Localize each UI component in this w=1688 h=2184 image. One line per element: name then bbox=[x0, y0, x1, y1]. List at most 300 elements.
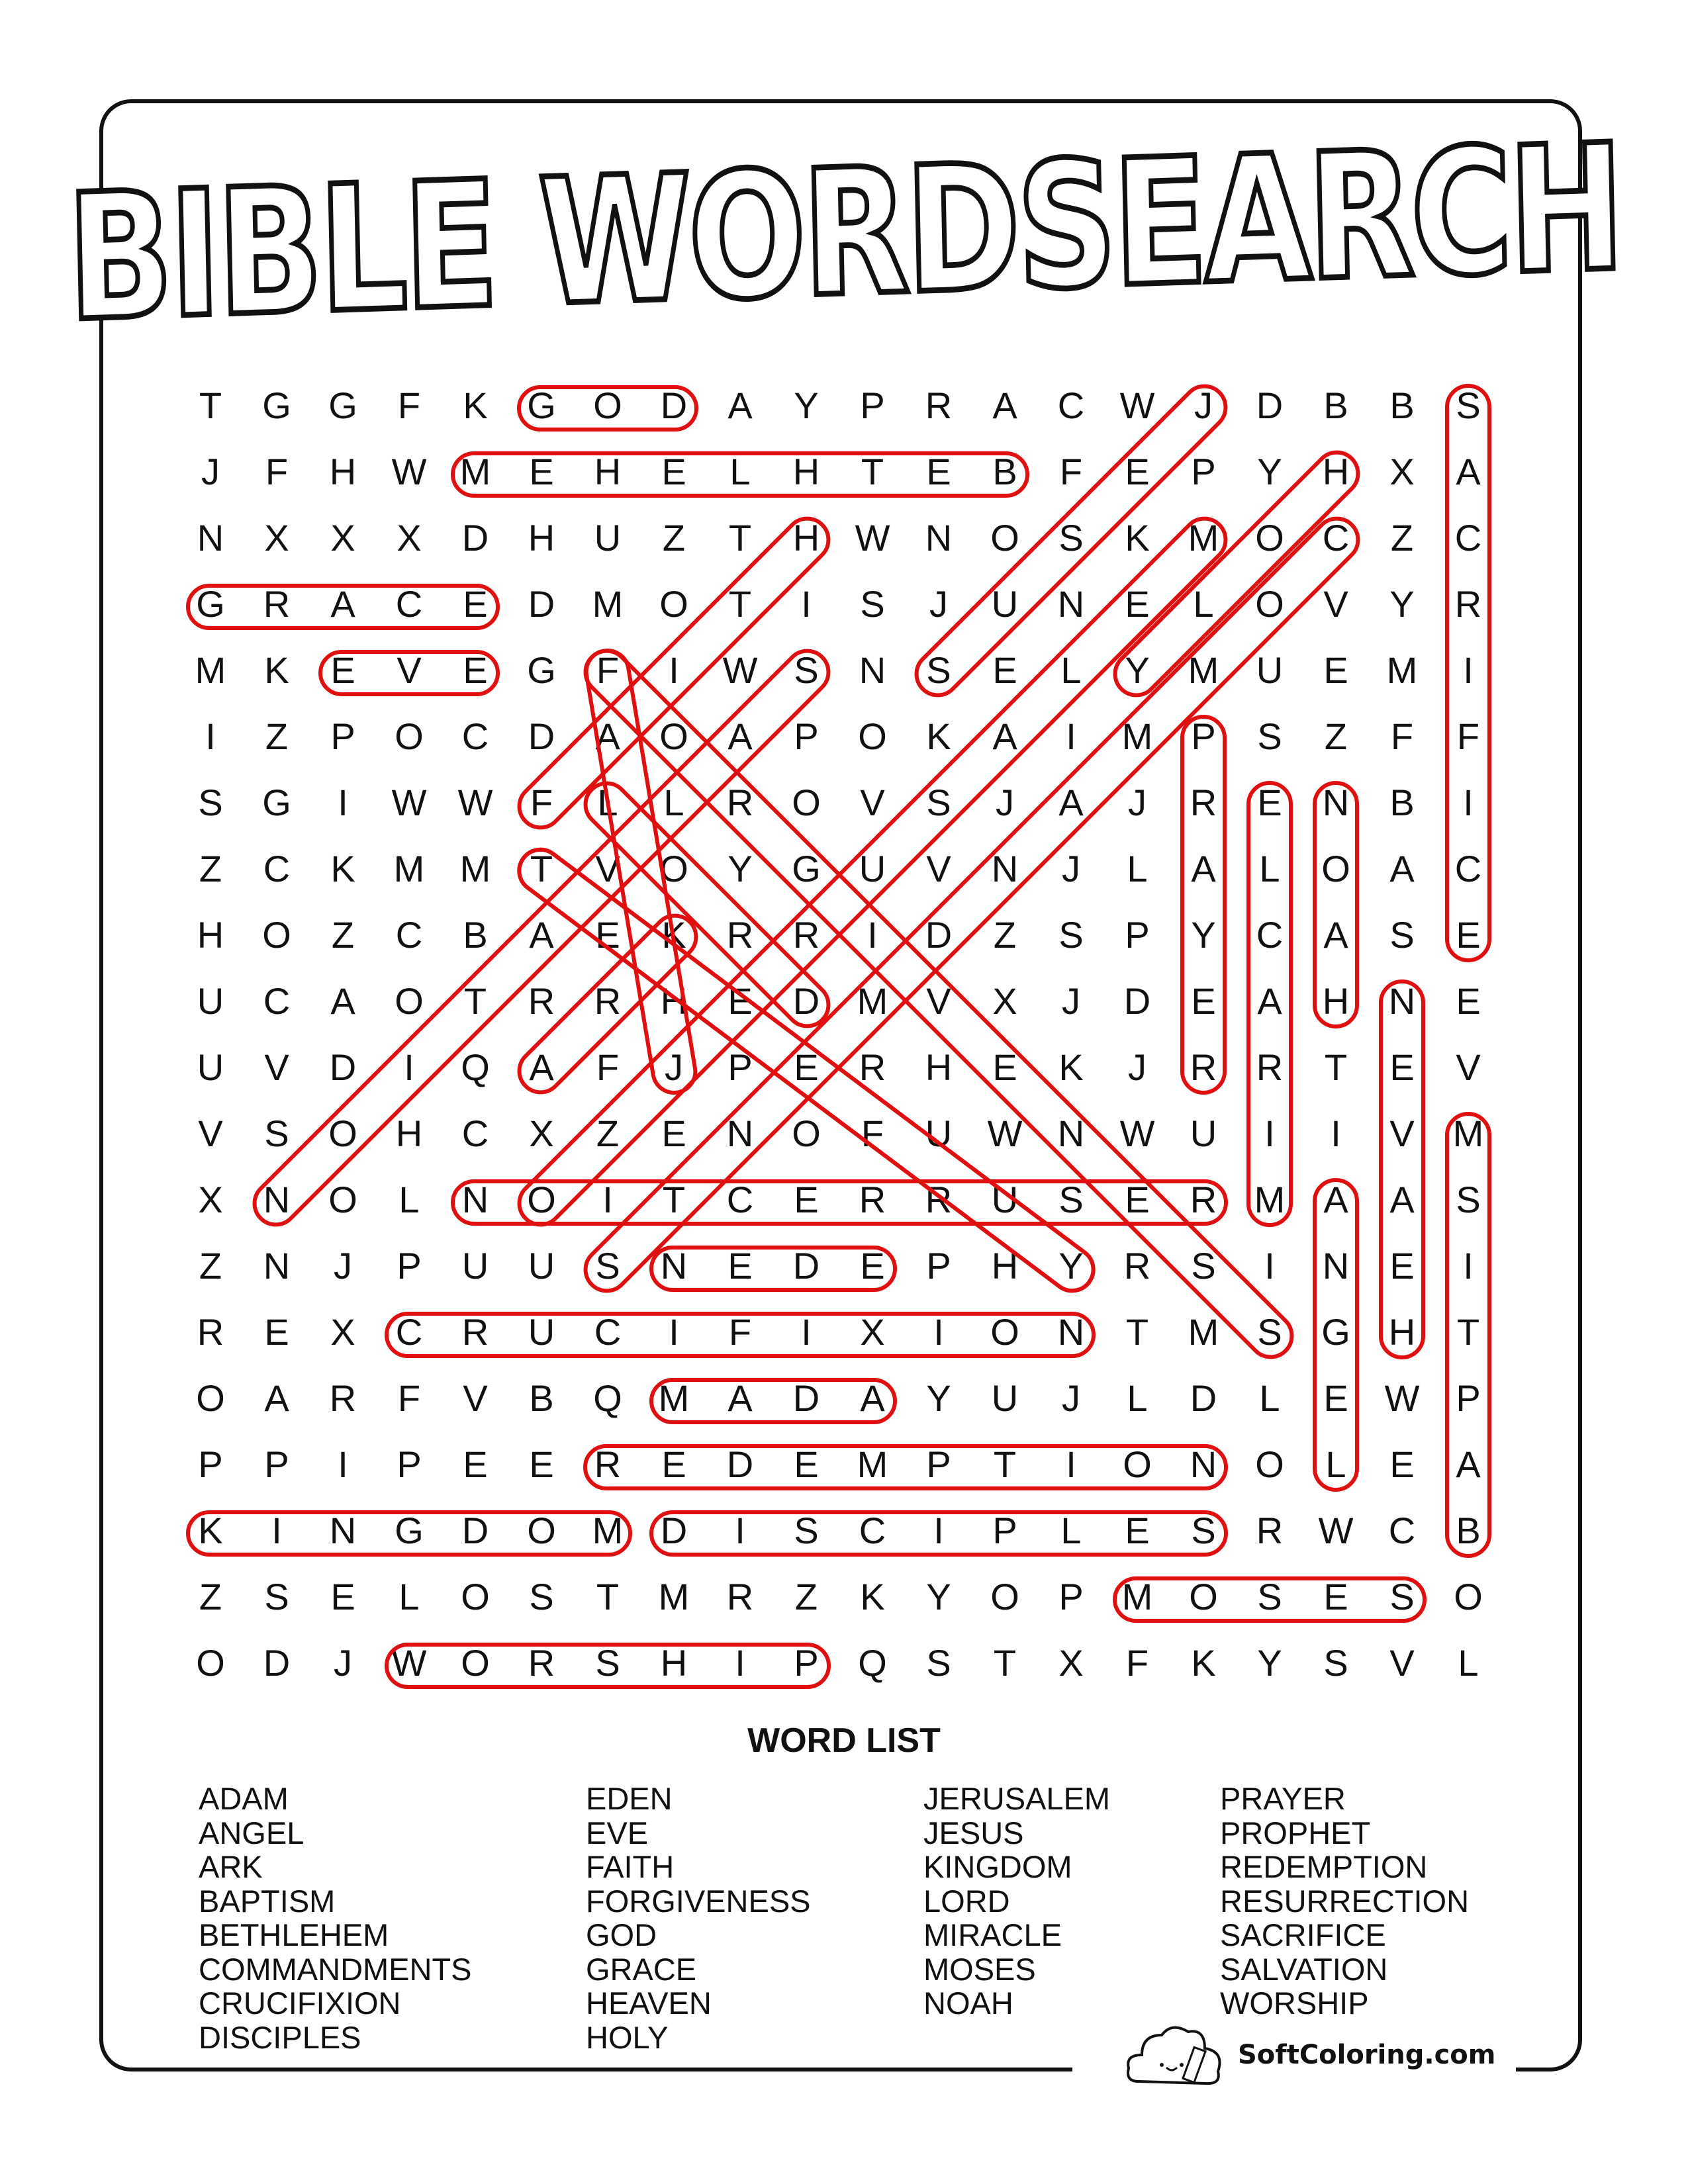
grid-cell[interactable]: D bbox=[461, 517, 489, 559]
grid-cell[interactable]: P bbox=[1191, 451, 1216, 492]
grid-cell[interactable]: H bbox=[329, 451, 357, 492]
grid-cell[interactable]: E bbox=[926, 451, 951, 492]
grid-cell[interactable]: S bbox=[198, 782, 223, 823]
grid-cell[interactable]: R bbox=[859, 1179, 886, 1220]
grid-cell[interactable]: S bbox=[794, 649, 819, 691]
grid-cell[interactable]: E bbox=[860, 1245, 885, 1287]
grid-cell[interactable]: S bbox=[1058, 914, 1084, 956]
grid-cell[interactable]: O bbox=[1321, 848, 1350, 889]
grid-cell[interactable]: P bbox=[727, 1046, 753, 1088]
grid-cell[interactable]: J bbox=[1062, 980, 1080, 1022]
grid-cell[interactable]: R bbox=[1256, 1510, 1284, 1551]
grid-cell[interactable]: E bbox=[1191, 980, 1216, 1022]
grid-cell[interactable]: A bbox=[727, 715, 753, 757]
grid-cell[interactable]: J bbox=[201, 451, 220, 492]
grid-cell[interactable]: L bbox=[729, 451, 751, 492]
grid-cell[interactable]: N bbox=[859, 649, 886, 691]
grid-cell[interactable]: E bbox=[992, 1046, 1017, 1088]
grid-cell[interactable]: C bbox=[726, 1179, 754, 1220]
grid-cell[interactable]: P bbox=[330, 715, 355, 757]
grid-cell[interactable]: T bbox=[728, 517, 752, 559]
grid-cell[interactable]: I bbox=[801, 1311, 812, 1353]
grid-cell[interactable]: O bbox=[659, 848, 688, 889]
grid-cell[interactable]: D bbox=[528, 715, 555, 757]
grid-cell[interactable]: E bbox=[529, 451, 554, 492]
grid-cell[interactable]: D bbox=[1123, 980, 1151, 1022]
grid-cell[interactable]: J bbox=[996, 782, 1014, 823]
grid-cell[interactable]: A bbox=[992, 385, 1017, 426]
grid-cell[interactable]: K bbox=[1191, 1642, 1216, 1684]
grid-cell[interactable]: U bbox=[197, 1046, 224, 1088]
grid-cell[interactable]: W bbox=[987, 1113, 1023, 1154]
grid-cell[interactable]: I bbox=[338, 782, 348, 823]
grid-cell[interactable]: P bbox=[794, 715, 819, 757]
grid-cell[interactable]: H bbox=[991, 1245, 1019, 1287]
grid-cell[interactable]: X bbox=[529, 1113, 554, 1154]
grid-cell[interactable]: N bbox=[1322, 782, 1350, 823]
grid-cell[interactable]: M bbox=[658, 1576, 690, 1617]
grid-cell[interactable]: E bbox=[1456, 914, 1481, 956]
grid-cell[interactable]: S bbox=[264, 1576, 289, 1617]
grid-cell[interactable]: X bbox=[397, 517, 422, 559]
grid-cell[interactable]: E bbox=[1125, 583, 1150, 625]
grid-cell[interactable]: B bbox=[1456, 1510, 1481, 1551]
grid-cell[interactable]: O bbox=[1255, 583, 1284, 625]
grid-cell[interactable]: X bbox=[992, 980, 1017, 1022]
grid-cell[interactable]: A bbox=[1323, 914, 1348, 956]
grid-cell[interactable]: Z bbox=[596, 1113, 620, 1154]
grid-cell[interactable]: U bbox=[461, 1245, 489, 1287]
grid-cell[interactable]: A bbox=[727, 385, 753, 426]
grid-cell[interactable]: B bbox=[529, 1377, 554, 1419]
grid-cell[interactable]: D bbox=[461, 1510, 489, 1551]
grid-cell[interactable]: O bbox=[659, 715, 688, 757]
grid-cell[interactable]: I bbox=[602, 1179, 613, 1220]
grid-cell[interactable]: U bbox=[859, 848, 886, 889]
grid-cell[interactable]: C bbox=[859, 1510, 886, 1551]
grid-cell[interactable]: P bbox=[860, 385, 885, 426]
grid-cell[interactable]: O bbox=[527, 1510, 556, 1551]
grid-cell[interactable]: U bbox=[528, 1245, 555, 1287]
grid-cell[interactable]: E bbox=[463, 1443, 488, 1485]
grid-cell[interactable]: M bbox=[195, 649, 226, 691]
grid-cell[interactable]: F bbox=[397, 385, 421, 426]
grid-cell[interactable]: C bbox=[1454, 517, 1482, 559]
grid-cell[interactable]: Z bbox=[993, 914, 1017, 956]
grid-cell[interactable]: A bbox=[992, 715, 1017, 757]
grid-cell[interactable]: T bbox=[199, 385, 222, 426]
grid-cell[interactable]: E bbox=[330, 649, 355, 691]
grid-cell[interactable]: R bbox=[726, 782, 754, 823]
grid-cell[interactable]: E bbox=[1125, 451, 1150, 492]
grid-cell[interactable]: K bbox=[198, 1510, 223, 1551]
grid-cell[interactable]: A bbox=[1389, 848, 1415, 889]
grid-cell[interactable]: S bbox=[926, 649, 951, 691]
grid-cell[interactable]: P bbox=[1456, 1377, 1481, 1419]
grid-cell[interactable]: T bbox=[1324, 1046, 1348, 1088]
grid-cell[interactable]: O bbox=[593, 385, 622, 426]
grid-cell[interactable]: C bbox=[263, 848, 291, 889]
grid-cell[interactable]: O bbox=[990, 1311, 1019, 1353]
grid-cell[interactable]: G bbox=[395, 1510, 424, 1551]
grid-cell[interactable]: M bbox=[459, 848, 491, 889]
grid-cell[interactable]: Z bbox=[1324, 715, 1348, 757]
grid-cell[interactable]: O bbox=[196, 1377, 225, 1419]
grid-cell[interactable]: O bbox=[461, 1642, 490, 1684]
grid-cell[interactable]: S bbox=[1389, 1576, 1415, 1617]
grid-cell[interactable]: T bbox=[1125, 1311, 1149, 1353]
grid-cell[interactable]: G bbox=[328, 385, 357, 426]
grid-cell[interactable]: G bbox=[1321, 1311, 1350, 1353]
grid-cell[interactable]: L bbox=[1458, 1642, 1479, 1684]
grid-cell[interactable]: W bbox=[1318, 1510, 1354, 1551]
grid-cell[interactable]: P bbox=[198, 1443, 223, 1485]
grid-cell[interactable]: I bbox=[338, 1443, 348, 1485]
grid-cell[interactable]: J bbox=[929, 583, 948, 625]
grid-cell[interactable]: I bbox=[801, 583, 812, 625]
grid-cell[interactable]: V bbox=[463, 1377, 488, 1419]
grid-cell[interactable]: I bbox=[1463, 782, 1474, 823]
grid-cell[interactable]: V bbox=[1323, 583, 1348, 625]
grid-cell[interactable]: E bbox=[661, 451, 686, 492]
grid-cell[interactable]: X bbox=[330, 517, 355, 559]
grid-cell[interactable]: B bbox=[1389, 782, 1415, 823]
grid-cell[interactable]: O bbox=[196, 1642, 225, 1684]
grid-cell[interactable]: I bbox=[669, 649, 679, 691]
grid-cell[interactable]: E bbox=[529, 1443, 554, 1485]
grid-cell[interactable]: U bbox=[991, 1179, 1019, 1220]
grid-cell[interactable]: N bbox=[197, 517, 224, 559]
grid-cell[interactable]: I bbox=[1463, 649, 1474, 691]
grid-cell[interactable]: S bbox=[1257, 1311, 1282, 1353]
grid-cell[interactable]: C bbox=[395, 583, 423, 625]
grid-cell[interactable]: C bbox=[1057, 385, 1085, 426]
grid-cell[interactable]: K bbox=[264, 649, 289, 691]
grid-cell[interactable]: C bbox=[395, 1311, 423, 1353]
grid-cell[interactable]: M bbox=[1188, 517, 1219, 559]
grid-cell[interactable]: S bbox=[1191, 1510, 1216, 1551]
grid-cell[interactable]: C bbox=[594, 1311, 622, 1353]
grid-cell[interactable]: J bbox=[1062, 1377, 1080, 1419]
grid-cell[interactable]: O bbox=[990, 1576, 1019, 1617]
grid-cell[interactable]: G bbox=[792, 848, 821, 889]
grid-cell[interactable]: Y bbox=[926, 1576, 951, 1617]
grid-cell[interactable]: U bbox=[925, 1113, 953, 1154]
grid-cell[interactable]: D bbox=[1190, 1377, 1217, 1419]
grid-cell[interactable]: M bbox=[1452, 1113, 1484, 1154]
grid-cell[interactable]: X bbox=[330, 1311, 355, 1353]
grid-cell[interactable]: V bbox=[1389, 1642, 1415, 1684]
grid-cell[interactable]: I bbox=[1066, 715, 1076, 757]
grid-cell[interactable]: G bbox=[527, 649, 556, 691]
grid-cell[interactable]: R bbox=[859, 1046, 886, 1088]
grid-cell[interactable]: D bbox=[660, 1510, 688, 1551]
grid-cell[interactable]: G bbox=[527, 385, 556, 426]
grid-cell[interactable]: W bbox=[722, 649, 758, 691]
grid-cell[interactable]: P bbox=[1191, 715, 1216, 757]
grid-cell[interactable]: A bbox=[1456, 451, 1481, 492]
grid-cell[interactable]: V bbox=[264, 1046, 289, 1088]
grid-cell[interactable]: L bbox=[1060, 1510, 1082, 1551]
grid-cell[interactable]: U bbox=[1190, 1113, 1217, 1154]
grid-cell[interactable]: M bbox=[393, 848, 425, 889]
grid-cell[interactable]: O bbox=[1255, 517, 1284, 559]
grid-cell[interactable]: C bbox=[461, 1113, 489, 1154]
grid-cell[interactable]: O bbox=[659, 583, 688, 625]
grid-cell[interactable]: H bbox=[1322, 451, 1350, 492]
grid-cell[interactable]: M bbox=[1188, 649, 1219, 691]
grid-cell[interactable]: P bbox=[397, 1245, 422, 1287]
grid-cell[interactable]: Y bbox=[1058, 1245, 1084, 1287]
grid-cell[interactable]: L bbox=[1060, 649, 1082, 691]
grid-cell[interactable]: A bbox=[1456, 1443, 1481, 1485]
grid-cell[interactable]: L bbox=[663, 782, 684, 823]
grid-cell[interactable]: V bbox=[926, 980, 951, 1022]
letter-grid[interactable] bbox=[177, 375, 1501, 1699]
grid-cell[interactable]: R bbox=[263, 583, 291, 625]
grid-cell[interactable]: M bbox=[1386, 649, 1418, 691]
grid-cell[interactable]: L bbox=[1259, 1377, 1280, 1419]
grid-cell[interactable]: A bbox=[1389, 1179, 1415, 1220]
grid-cell[interactable]: O bbox=[1255, 1443, 1284, 1485]
grid-cell[interactable]: V bbox=[1456, 1046, 1481, 1088]
grid-cell[interactable]: H bbox=[197, 914, 224, 956]
grid-cell[interactable]: W bbox=[1119, 385, 1155, 426]
grid-cell[interactable]: T bbox=[662, 1179, 686, 1220]
grid-cell[interactable]: U bbox=[991, 583, 1019, 625]
grid-cell[interactable]: R bbox=[925, 385, 953, 426]
grid-cell[interactable]: I bbox=[1463, 1245, 1474, 1287]
grid-cell[interactable]: E bbox=[661, 1113, 686, 1154]
grid-cell[interactable]: E bbox=[463, 649, 488, 691]
grid-cell[interactable]: N bbox=[1190, 1443, 1217, 1485]
grid-cell[interactable]: I bbox=[1264, 1245, 1275, 1287]
grid-cell[interactable]: J bbox=[665, 1046, 683, 1088]
grid-cell[interactable]: N bbox=[1057, 1113, 1085, 1154]
grid-cell[interactable]: F bbox=[1390, 715, 1414, 757]
grid-cell[interactable]: U bbox=[1256, 649, 1284, 691]
grid-cell[interactable]: P bbox=[264, 1443, 289, 1485]
grid-cell[interactable]: S bbox=[1058, 517, 1084, 559]
grid-cell[interactable]: B bbox=[1323, 385, 1348, 426]
grid-cell[interactable]: O bbox=[395, 715, 424, 757]
grid-cell[interactable]: F bbox=[1456, 715, 1480, 757]
grid-cell[interactable]: M bbox=[592, 583, 624, 625]
grid-cell[interactable]: C bbox=[395, 914, 423, 956]
grid-cell[interactable]: D bbox=[329, 1046, 357, 1088]
grid-cell[interactable]: T bbox=[463, 980, 487, 1022]
grid-cell[interactable]: L bbox=[1259, 848, 1280, 889]
grid-cell[interactable]: E bbox=[1323, 1576, 1348, 1617]
grid-cell[interactable]: L bbox=[1325, 1443, 1346, 1485]
grid-cell[interactable]: S bbox=[1456, 1179, 1481, 1220]
grid-cell[interactable]: Y bbox=[727, 848, 753, 889]
grid-cell[interactable]: K bbox=[330, 848, 355, 889]
grid-cell[interactable]: O bbox=[792, 1113, 821, 1154]
grid-cell[interactable]: X bbox=[1058, 1642, 1084, 1684]
grid-cell[interactable]: K bbox=[860, 1576, 885, 1617]
grid-cell[interactable]: H bbox=[792, 517, 820, 559]
grid-cell[interactable]: R bbox=[792, 914, 820, 956]
grid-cell[interactable]: E bbox=[794, 1179, 819, 1220]
grid-cell[interactable]: I bbox=[933, 1311, 944, 1353]
grid-cell[interactable]: R bbox=[461, 1311, 489, 1353]
grid-cell[interactable]: O bbox=[1189, 1576, 1218, 1617]
grid-cell[interactable]: V bbox=[595, 848, 620, 889]
grid-cell[interactable]: E bbox=[794, 1046, 819, 1088]
grid-cell[interactable]: K bbox=[926, 715, 951, 757]
grid-cell[interactable]: H bbox=[1322, 980, 1350, 1022]
grid-cell[interactable]: F bbox=[861, 1113, 884, 1154]
grid-cell[interactable]: W bbox=[855, 517, 890, 559]
grid-cell[interactable]: A bbox=[529, 914, 554, 956]
grid-cell[interactable]: F bbox=[530, 782, 553, 823]
grid-cell[interactable]: P bbox=[926, 1443, 951, 1485]
grid-cell[interactable]: F bbox=[728, 1311, 752, 1353]
grid-cell[interactable]: Q bbox=[593, 1377, 622, 1419]
grid-cell[interactable]: E bbox=[1125, 1510, 1150, 1551]
grid-cell[interactable]: V bbox=[397, 649, 422, 691]
grid-cell[interactable]: I bbox=[1331, 1113, 1341, 1154]
grid-cell[interactable]: E bbox=[727, 1245, 753, 1287]
grid-cell[interactable]: M bbox=[1254, 1179, 1286, 1220]
grid-cell[interactable]: R bbox=[726, 914, 754, 956]
grid-cell[interactable]: I bbox=[669, 1311, 679, 1353]
grid-cell[interactable]: S bbox=[1257, 715, 1282, 757]
grid-cell[interactable]: O bbox=[1123, 1443, 1152, 1485]
grid-cell[interactable]: G bbox=[196, 583, 225, 625]
grid-cell[interactable]: I bbox=[933, 1510, 944, 1551]
grid-cell[interactable]: D bbox=[1256, 385, 1284, 426]
grid-cell[interactable]: S bbox=[595, 1245, 620, 1287]
grid-cell[interactable]: S bbox=[1456, 385, 1481, 426]
grid-cell[interactable]: T bbox=[530, 848, 553, 889]
grid-cell[interactable]: C bbox=[263, 980, 291, 1022]
grid-cell[interactable]: M bbox=[459, 451, 491, 492]
grid-cell[interactable]: S bbox=[1389, 914, 1415, 956]
grid-cell[interactable]: E bbox=[330, 1576, 355, 1617]
grid-cell[interactable]: E bbox=[794, 1443, 819, 1485]
grid-cell[interactable]: E bbox=[1257, 782, 1282, 823]
grid-cell[interactable]: D bbox=[792, 980, 820, 1022]
grid-cell[interactable]: H bbox=[660, 1642, 688, 1684]
grid-cell[interactable]: R bbox=[528, 1642, 555, 1684]
grid-cell[interactable]: A bbox=[529, 1046, 554, 1088]
grid-cell[interactable]: R bbox=[1190, 782, 1217, 823]
grid-cell[interactable]: K bbox=[1125, 517, 1150, 559]
grid-cell[interactable]: U bbox=[197, 980, 224, 1022]
grid-cell[interactable]: O bbox=[792, 782, 821, 823]
grid-cell[interactable]: Y bbox=[1389, 583, 1415, 625]
grid-cell[interactable]: N bbox=[660, 1245, 688, 1287]
grid-cell[interactable]: R bbox=[197, 1311, 224, 1353]
grid-cell[interactable]: O bbox=[461, 1576, 490, 1617]
grid-cell[interactable]: A bbox=[330, 980, 355, 1022]
grid-cell[interactable]: P bbox=[397, 1443, 422, 1485]
grid-cell[interactable]: W bbox=[391, 1642, 427, 1684]
grid-cell[interactable]: E bbox=[727, 980, 753, 1022]
grid-cell[interactable]: B bbox=[992, 451, 1017, 492]
grid-cell[interactable]: Z bbox=[662, 517, 686, 559]
grid-cell[interactable]: H bbox=[594, 451, 622, 492]
grid-cell[interactable]: N bbox=[1057, 1311, 1085, 1353]
grid-cell[interactable]: O bbox=[328, 1179, 357, 1220]
grid-cell[interactable]: K bbox=[1058, 1046, 1084, 1088]
grid-cell[interactable]: R bbox=[1190, 1046, 1217, 1088]
grid-cell[interactable]: R bbox=[1190, 1179, 1217, 1220]
grid-cell[interactable]: W bbox=[1384, 1377, 1420, 1419]
grid-cell[interactable]: Y bbox=[1125, 649, 1150, 691]
grid-cell[interactable]: R bbox=[1123, 1245, 1151, 1287]
grid-cell[interactable]: S bbox=[926, 782, 951, 823]
grid-cell[interactable]: D bbox=[528, 583, 555, 625]
grid-cell[interactable]: T bbox=[861, 451, 884, 492]
grid-cell[interactable]: A bbox=[330, 583, 355, 625]
grid-cell[interactable]: F bbox=[265, 451, 289, 492]
grid-cell[interactable]: J bbox=[1128, 1046, 1147, 1088]
grid-cell[interactable]: H bbox=[925, 1046, 953, 1088]
grid-cell[interactable]: M bbox=[1121, 1576, 1153, 1617]
grid-cell[interactable]: P bbox=[1058, 1576, 1084, 1617]
grid-cell[interactable]: X bbox=[198, 1179, 223, 1220]
grid-cell[interactable]: Y bbox=[794, 385, 819, 426]
grid-cell[interactable]: R bbox=[528, 980, 555, 1022]
grid-cell[interactable]: N bbox=[1388, 980, 1416, 1022]
grid-cell[interactable]: U bbox=[528, 1311, 555, 1353]
grid-cell[interactable]: E bbox=[1389, 1443, 1415, 1485]
grid-cell[interactable]: Z bbox=[199, 848, 222, 889]
grid-cell[interactable]: H bbox=[1388, 1311, 1416, 1353]
grid-cell[interactable]: A bbox=[1323, 1179, 1348, 1220]
grid-cell[interactable]: S bbox=[1058, 1179, 1084, 1220]
grid-cell[interactable]: O bbox=[395, 980, 424, 1022]
grid-cell[interactable]: I bbox=[271, 1510, 282, 1551]
grid-cell[interactable]: F bbox=[596, 1046, 620, 1088]
grid-cell[interactable]: N bbox=[1057, 583, 1085, 625]
grid-cell[interactable]: O bbox=[262, 914, 291, 956]
grid-cell[interactable]: D bbox=[792, 1377, 820, 1419]
grid-cell[interactable]: E bbox=[1125, 1179, 1150, 1220]
grid-cell[interactable]: Y bbox=[1191, 914, 1216, 956]
grid-cell[interactable]: L bbox=[1127, 1377, 1148, 1419]
grid-cell[interactable]: J bbox=[334, 1245, 352, 1287]
grid-cell[interactable]: H bbox=[528, 517, 555, 559]
grid-cell[interactable]: O bbox=[328, 1113, 357, 1154]
grid-cell[interactable]: R bbox=[594, 980, 622, 1022]
grid-cell[interactable]: E bbox=[661, 1443, 686, 1485]
grid-cell[interactable]: R bbox=[594, 1443, 622, 1485]
grid-cell[interactable]: V bbox=[1389, 1113, 1415, 1154]
grid-cell[interactable]: R bbox=[1256, 1046, 1284, 1088]
grid-cell[interactable]: I bbox=[404, 1046, 414, 1088]
grid-cell[interactable]: K bbox=[463, 385, 488, 426]
grid-cell[interactable]: H bbox=[792, 451, 820, 492]
grid-cell[interactable]: I bbox=[1264, 1113, 1275, 1154]
grid-cell[interactable]: R bbox=[329, 1377, 357, 1419]
grid-cell[interactable]: E bbox=[595, 914, 620, 956]
grid-cell[interactable]: N bbox=[925, 517, 953, 559]
grid-cell[interactable]: O bbox=[527, 1179, 556, 1220]
grid-cell[interactable]: S bbox=[1323, 1642, 1348, 1684]
grid-cell[interactable]: L bbox=[399, 1179, 420, 1220]
grid-cell[interactable]: P bbox=[926, 1245, 951, 1287]
grid-cell[interactable]: S bbox=[264, 1113, 289, 1154]
grid-cell[interactable]: D bbox=[792, 1245, 820, 1287]
grid-cell[interactable]: Q bbox=[461, 1046, 490, 1088]
grid-cell[interactable]: T bbox=[993, 1443, 1017, 1485]
grid-cell[interactable]: S bbox=[794, 1510, 819, 1551]
grid-cell[interactable]: O bbox=[990, 517, 1019, 559]
